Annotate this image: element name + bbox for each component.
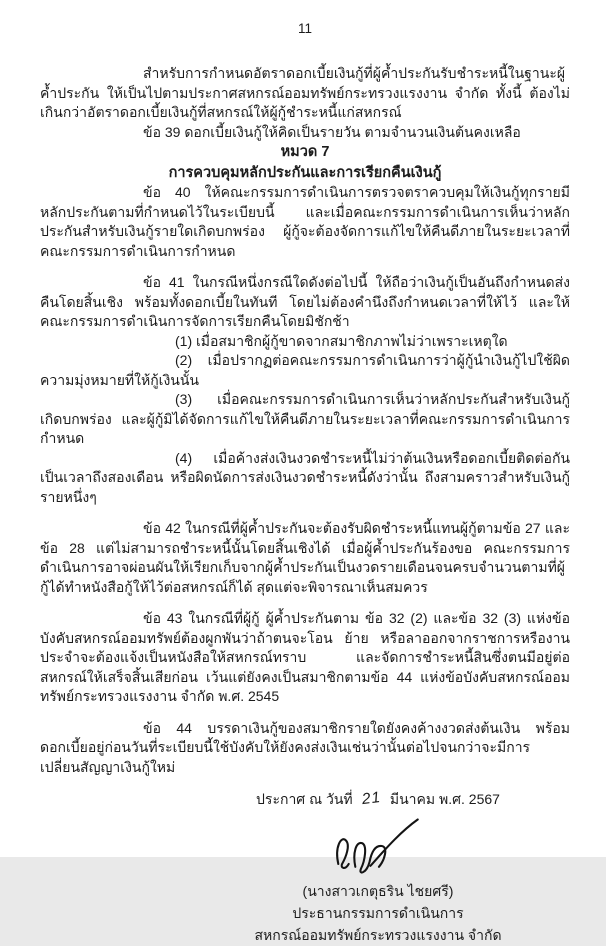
signer-title: ประธานกรรมการดำเนินการ — [292, 905, 464, 921]
signoff-block — [208, 789, 548, 946]
clause-41-item-4: (4) เมื่อค้างส่งเงินงวดชำระหนี้ไม่ว่าต้นเงินหรือดอกเบี้ยติดต่อกันเป็นเวลาถึงสองเดือน หรือผิดนัดการส่งเงินงวดชำระหนี้ดังว่านั้น ถึงสามคราวสำหรับเงินกู้รายหนึ่งๆ — [40, 449, 570, 505]
signature-image — [208, 814, 548, 878]
date-suffix: มีนาคม พ.ศ. 2567 — [389, 791, 500, 807]
announcement-date — [208, 789, 548, 810]
clause-43: ข้อ 43 ในกรณีที่ผู้กู้ ผู้ค้ำประกันตาม ข้อ 32 (2) และข้อ 32 (3) แห่งข้อบังคับสหกรณ์ออมทรัพย์ต้องผูกพันว่าถ้าตนจะโอน ย้าย หรือลาออกจากราชการหรืองานประจำจะต้องแจ้งเป็นหนังสือให้สหกรณ์ทราบ และจัดการชำระหนี้สินซึ่งตนมีอยู่ต่อสหกรณ์ให้เสร็จสิ้นเสียก่อน เว้นแต่ยังคงเป็นสมาชิกตามข้อ 44 แห่งข้อบังคับสหกรณ์ออมทรัพย์กระทรวงแรงงาน จำกัด พ.ศ. 2545 — [40, 610, 570, 704]
clause-39: ข้อ 39 ดอกเบี้ยเงินกู้ให้คิดเป็นรายวัน ตามจำนวนเงินต้นคงเหลือ — [143, 123, 521, 140]
page-number: 11 — [297, 21, 312, 36]
clause-40: ข้อ 40 ให้คณะกรรมการดำเนินการตรวจตราควบคุมให้เงินกู้ทุกรายมีหลักประกันตามที่กำหนดไว้ในระเบียบนี้ และเมื่อคณะกรรมการดำเนินการเห็นว่าหลักประกันสำหรับเงินกู้รายใดเกิดบกพร่อง ผู้กู้จะต้องจัดการแก้ไขให้คืนดีภายในระยะเวลาที่คณะกรรมการดำเนินการกำหนด — [40, 184, 570, 259]
handwritten-day-number: 21 — [360, 788, 382, 809]
date-prefix: ประกาศ ณ วันที่ — [256, 791, 353, 807]
clause-41-item-3: (3) เมื่อคณะกรรมการดำเนินการเห็นว่าหลักประกันสำหรับเงินกู้เกิดบกพร่อง และผู้กู้มิได้จัดการแก้ไขให้คืนดีภายในระยะเวลาที่คณะกรรมการดำเนินการกำหนด — [40, 391, 570, 446]
signer-organization: สหกรณ์ออมทรัพย์กระทรวงแรงงาน จำกัด — [254, 927, 502, 943]
chapter-title: การควบคุมหลักประกันและการเรียกคืนเงินกู้ — [168, 164, 442, 181]
clause-44: ข้อ 44 บรรดาเงินกู้ของสมาชิกรายใดยังคงค้างงวดส่งต้นเงิน พร้อมดอกเบี้ยอยู่ก่อนวันที่ระเบียบนี้ใช้บังคับให้ยังคงส่งเงินเช่นว่านั้นต่อไปจนกว่าจะมีการเปลี่ยนสัญญาเงินกู้ใหม่ — [40, 719, 570, 775]
paragraph-guarantor-interest: สำหรับการกำหนดอัตราดอกเบี้ยเงินกู้ที่ผู้ค้ำประกันรับชำระหนี้ในฐานะผู้ค้ำประกัน ให้เป็นไปตามประกาศสหกรณ์ออมทรัพย์กระทรวงแรงงาน จำกัด ทั้งนี้ ต้องไม่เกินกว่าอัตราดอกเบี้ยเงินกู้ที่สหกรณ์ให้ผู้กู้ชำระหนี้แก่สหกรณ์ — [40, 65, 570, 120]
clause-41-item-2: (2) เมื่อปรากฏต่อคณะกรรมการดำเนินการว่าผู้กู้นำเงินกู้ไปใช้ผิดความมุ่งหมายที่ให้กู้เงินนั้น — [40, 352, 570, 388]
clause-41-item-1: (1) เมื่อสมาชิกผู้กู้ขาดจากสมาชิกภาพไม่ว่าเพราะเหตุใด — [175, 332, 508, 349]
chapter-heading: หมวด 7 — [280, 144, 330, 160]
clause-42: ข้อ 42 ในกรณีที่ผู้ค้ำประกันจะต้องรับผิดชำระหนี้แทนผู้กู้ตามข้อ 27 และข้อ 28 แต่ไม่สามารถชำระหนี้นั้นโดยสิ้นเชิงได้ เมื่อผู้ค้ำประกันร้องขอ คณะกรรมการดำเนินการอาจผ่อนผันให้เรียกเก็บจากผู้ค้ำประกันเป็นงวดรายเดือนจนครบจำนวนตามที่ผู้กู้ได้ทำหนังสือกู้ให้ไว้ต่อสหกรณ์ก็ได้ สุดแต่จะพิจารณาเห็นสมควร — [40, 520, 570, 595]
signer-name: (นางสาวเกตุธริน ไชยศรี) — [302, 883, 454, 899]
clause-41: ข้อ 41 ในกรณีหนึ่งกรณีใดดังต่อไปนี้ ให้ถือว่าเงินกู้เป็นอันถึงกำหนดส่งคืนโดยสิ้นเชิง พร้อมทั้งดอกเบี้ยในทันที โดยไม่ต้องคำนึงถึงกำหนดเวลาที่ให้ไว้ และให้คณะกรรมการดำเนินการจัดการเรียกคืนโดยมิชักช้า — [40, 274, 570, 329]
